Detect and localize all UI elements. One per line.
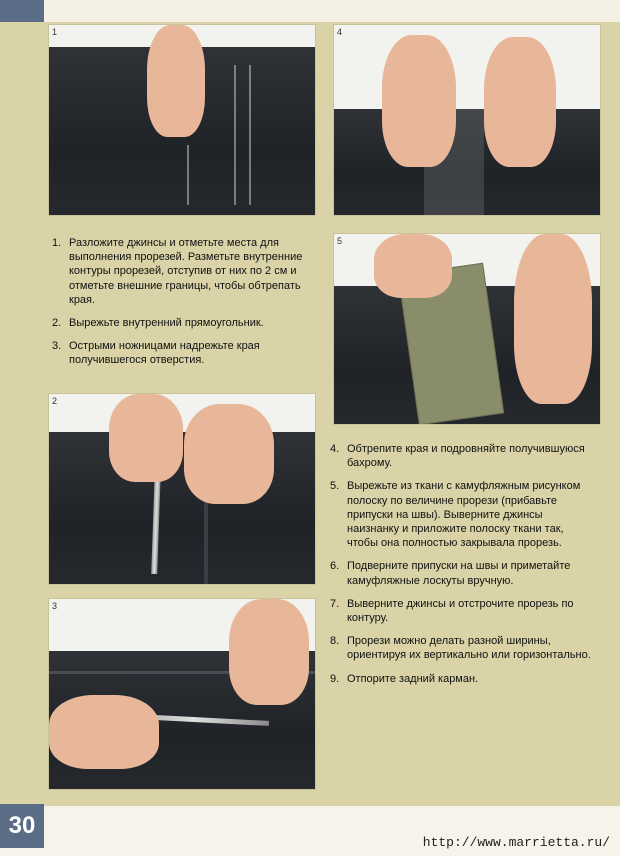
step-text: Подверните припуски на швы и приметайте камуфляжные лоскуты вручную. — [347, 560, 571, 587]
step-text: Вырежьте из ткани с камуфляжным рисунком полоску по величине прорези (прибавьте припуски на швы). Выверните джинсы наизнанку и приложите полоску ткани так, чтобы она полностью закрывала прорезь. — [347, 480, 581, 550]
step-text: Выверните джинсы и отстрочите прорезь по контуру. — [347, 597, 574, 625]
step-text: Обтрепите края и подровняйте получившуюся бахрому. — [347, 443, 585, 470]
step-item — [330, 479, 592, 550]
step-number: 9. — [330, 672, 340, 685]
step-text: Острыми ножницами надрежьте края получившегося отверстия. — [69, 340, 260, 367]
step-text: Отпорите задний карман. — [347, 672, 479, 685]
top-margin — [0, 0, 620, 22]
hand — [382, 35, 456, 167]
photo-step-5 — [333, 233, 601, 425]
photo-number: 1 — [52, 27, 58, 37]
chalk-line — [187, 145, 189, 205]
photo-number: 3 — [52, 601, 58, 611]
instructions-right — [330, 442, 592, 695]
photo-number: 4 — [337, 27, 343, 37]
photo-step-3 — [48, 598, 316, 790]
corner-accent — [0, 0, 44, 22]
step-number: 1. — [52, 237, 62, 249]
photo-step-2 — [48, 393, 316, 585]
step-text: Разложите джинсы и отметьте места для выполнения прорезей. Разметьте внутренние контуры прорезей, отступив от них по 2 см и отметьте внешние границы, чтобы обтрепать края. — [69, 237, 303, 306]
hand — [109, 394, 183, 482]
hand — [374, 234, 452, 298]
step-number: 8. — [330, 635, 340, 648]
photo-step-4 — [333, 24, 601, 216]
chalk-line — [249, 65, 251, 205]
step-item — [330, 559, 592, 587]
step-text: Вырежьте внутренний прямоугольник. — [69, 317, 264, 330]
step-number: 4. — [330, 443, 340, 455]
step-item — [330, 672, 592, 686]
step-item — [330, 597, 592, 625]
hand — [184, 404, 274, 504]
step-number: 2. — [52, 317, 62, 330]
hand — [229, 599, 309, 705]
step-item — [330, 634, 592, 662]
photo-number: 5 — [337, 236, 343, 246]
page-number: 30 — [0, 804, 44, 848]
hand — [514, 234, 592, 404]
step-number: 3. — [52, 340, 62, 353]
step-number: 6. — [330, 560, 340, 573]
photo-step-1 — [48, 24, 316, 216]
step-item — [52, 236, 310, 307]
step-item — [52, 316, 310, 330]
hand — [484, 37, 556, 167]
step-text: Прорези можно делать разной ширины, ориентируя их вертикально или горизонтально. — [347, 635, 591, 662]
step-number: 7. — [330, 597, 340, 610]
step-number: 5. — [330, 480, 340, 493]
photo-number: 2 — [52, 396, 58, 406]
chalk-line — [234, 65, 236, 205]
hand — [49, 695, 159, 769]
hand — [147, 25, 205, 137]
step-item — [52, 339, 310, 367]
instructions-left — [52, 236, 310, 377]
step-item — [330, 442, 592, 470]
site-url[interactable]: http://www.marrietta.ru/ — [422, 835, 610, 850]
